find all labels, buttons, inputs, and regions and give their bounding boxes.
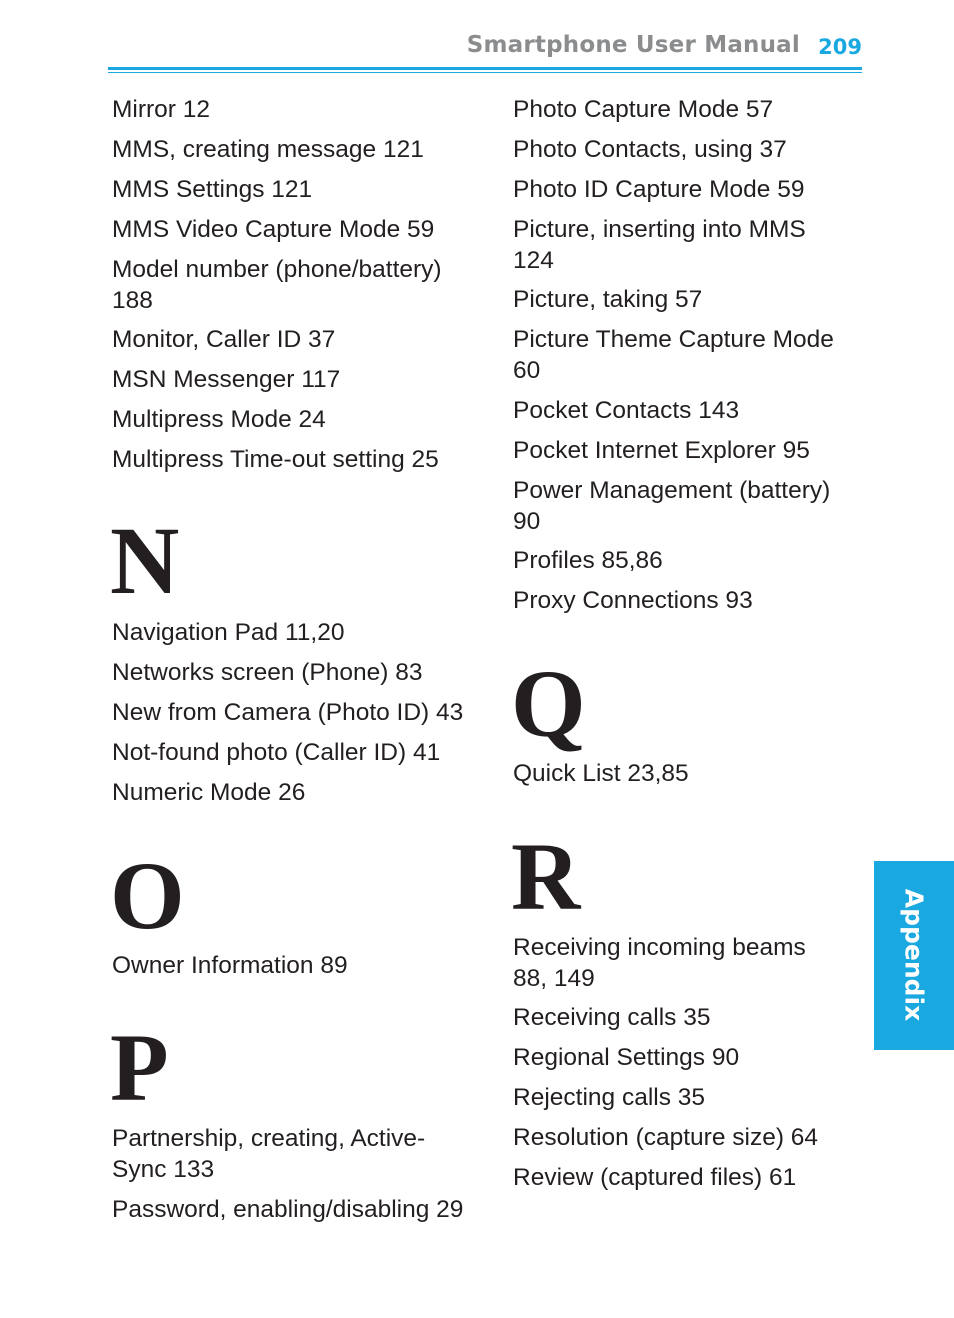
index-entry-line: Picture Theme Capture Mode [513, 326, 834, 353]
index-entry: Multipress Mode 24 [112, 406, 326, 433]
index-entry-line: Sync 133 [112, 1155, 215, 1183]
index-entry: Navigation Pad 11,20 [112, 619, 345, 646]
index-entry: Numeric Mode 26 [112, 779, 306, 806]
index-entry: Owner Information 89 [112, 952, 348, 979]
index-entry-line: 124 [513, 246, 554, 274]
index-entry [513, 476, 830, 537]
index-entry: Photo Capture Mode 57 [513, 96, 774, 123]
index-entry: Photo Contacts, using 37 [513, 136, 787, 163]
index-entry-line: Model number (phone/battery) [112, 256, 442, 283]
index-entry: Mirror 12 [112, 96, 211, 123]
header-rule-thin [108, 72, 862, 73]
index-entry: Pocket Internet Explorer 95 [513, 437, 810, 464]
manual-title: Smartphone User Manual [466, 32, 800, 58]
index-entry [513, 933, 806, 994]
index-entry: Proxy Connections 93 [513, 587, 753, 614]
index-entry-line: Power Management (battery) [513, 477, 831, 504]
index-entry: MSN Messenger 117 [112, 366, 341, 393]
index-entry-line: Picture, inserting into MMS [513, 216, 806, 243]
page-header [108, 30, 862, 70]
index-entry: Resolution (capture size) 64 [513, 1124, 819, 1151]
index-entry [513, 215, 806, 276]
index-entry: Photo ID Capture Mode 59 [513, 176, 805, 203]
index-entry: Receiving calls 35 [513, 1004, 711, 1031]
index-entry-line: Receiving incoming beams [513, 934, 806, 961]
section-letter-n: N [110, 507, 180, 614]
index-entry: Pocket Contacts 143 [513, 397, 740, 424]
index-entry: Profiles 85,86 [513, 547, 663, 574]
index-entry: Networks screen (Phone) 83 [112, 659, 423, 686]
index-entry: Picture, taking 57 [513, 286, 703, 313]
index-entry [112, 255, 442, 316]
header-rule [108, 67, 862, 70]
index-entry-line: 60 [513, 356, 541, 384]
index-entry: Rejecting calls 35 [513, 1084, 706, 1111]
appendix-tab-label: Appendix [899, 888, 929, 1022]
index-entry: Multipress Time-out setting 25 [112, 446, 439, 473]
index-entry [112, 1124, 425, 1185]
section-letter-q: Q [511, 650, 586, 757]
index-entry: Quick List 23,85 [513, 760, 689, 787]
index-entry: MMS Settings 121 [112, 176, 313, 203]
section-letter-p: P [110, 1014, 169, 1121]
index-entry: Not-found photo (Caller ID) 41 [112, 739, 441, 766]
index-entry: Review (captured files) 61 [513, 1164, 797, 1191]
index-entry-line: 88, 149 [513, 964, 595, 992]
section-letter-o: O [110, 842, 185, 949]
page-number: 209 [818, 35, 862, 59]
appendix-tab [874, 861, 954, 1050]
index-entry: Monitor, Caller ID 37 [112, 326, 336, 353]
index-entry-line: 90 [513, 507, 541, 535]
index-entry: New from Camera (Photo ID) 43 [112, 699, 464, 726]
index-entry: Password, enabling/disabling 29 [112, 1196, 464, 1223]
index-entry-line: 188 [112, 286, 153, 314]
index-entry: MMS, creating message 121 [112, 136, 424, 163]
index-entry [513, 325, 834, 386]
index-entry-line: Partnership, creating, Active- [112, 1125, 426, 1152]
section-letter-r: R [511, 823, 581, 930]
index-entry: Regional Settings 90 [513, 1044, 740, 1071]
index-entry: MMS Video Capture Mode 59 [112, 216, 435, 243]
